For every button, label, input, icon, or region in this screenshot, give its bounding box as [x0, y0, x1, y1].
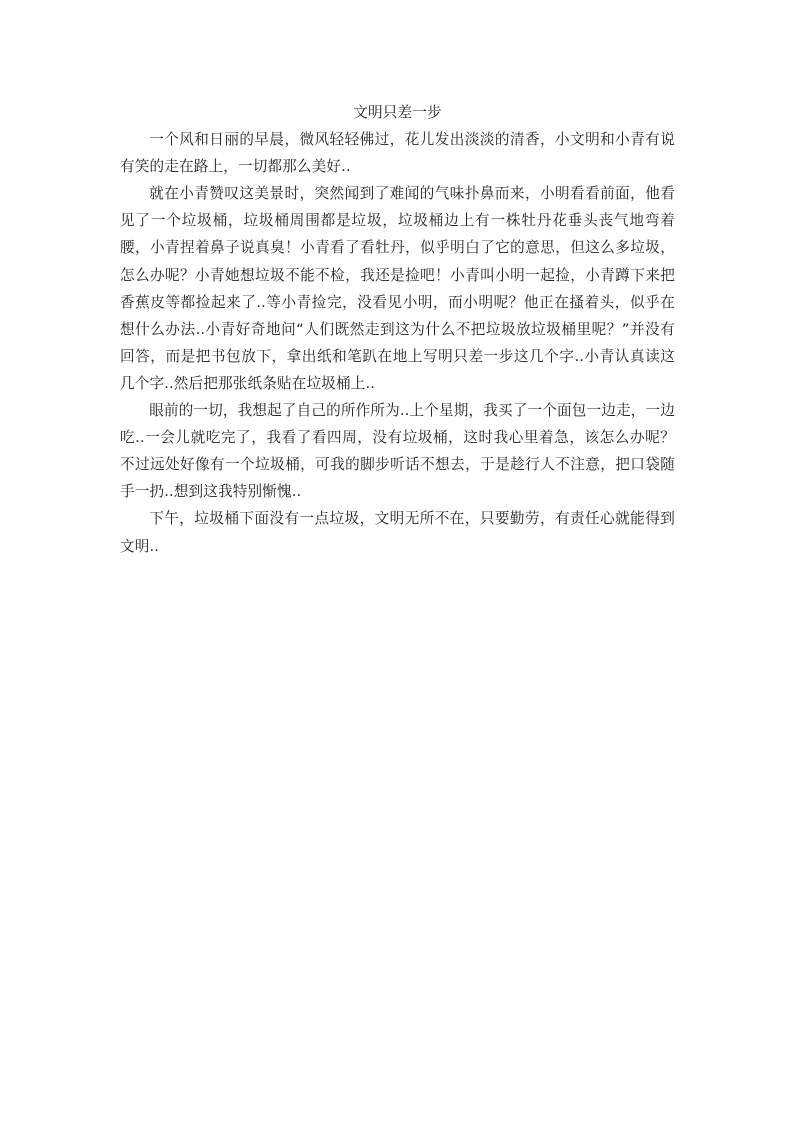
document-body	[120, 99, 675, 560]
paragraph-4: 下午，垃圾桶下面没有一点垃圾，文明无所不在，只要勤劳，有责任心就能得到文明..	[120, 510, 675, 555]
paragraph-2: 就在小青赞叹这美景时，突然闻到了难闻的气味扑鼻而来，小明看看前面，他看见了一个垃圾桶，垃圾桶周围都是垃圾，垃圾桶边上有一株牡丹花垂头丧气地弯着腰，小青捏着鼻子说真臭！小青看了看牡丹，似乎明白了它的意思，但这么多垃圾，怎么办呢？小青她想垃圾不能不检，我还是捡吧！小青叫小明一起捡，小青蹲下来把香蕉皮等都捡起来了..等小青捡完，没看见小明，而小明呢？他正在搔着头，似乎在想什么办法..小青好奇地问“人们既然走到这为什么不把垃圾放垃圾桶里呢？”并没有回答，而是把书包放下，拿出纸和笔趴在地上写明只差一步这几个字..小青认真读这几个字..然后把那张纸条贴在垃圾桶上..	[120, 185, 675, 392]
document-title: 文明只差一步	[353, 104, 442, 121]
paragraph-1: 一个风和日丽的早晨，微风轻轻佛过，花儿发出淡淡的清香，小文明和小青有说有笑的走在路上，一切都那么美好..	[120, 131, 675, 176]
paragraph-3: 眼前的一切，我想起了自己的所作所为..上个星期，我买了一个面包一边走，一边吃..一会儿就吃完了，我看了看四周，没有垃圾桶，这时我心里着急，该怎么办呢？不过远处好像有一个垃圾桶，可我的脚步听话不想去，于是趁行人不注意，把口袋随手一扔..想到这我特别惭愧..	[120, 402, 675, 501]
